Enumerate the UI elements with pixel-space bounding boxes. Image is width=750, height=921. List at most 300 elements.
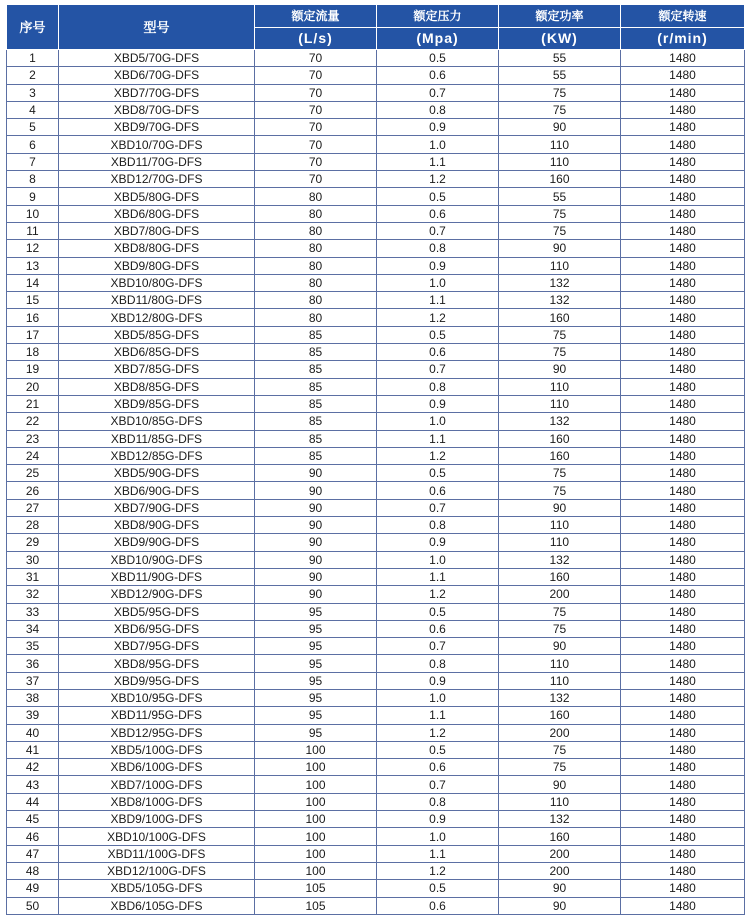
cell-flow: 70: [255, 50, 377, 67]
cell-model: XBD9/80G-DFS: [59, 257, 255, 274]
cell-power: 75: [499, 465, 621, 482]
table-row: [7, 689, 745, 706]
cell-seq: 28: [7, 517, 59, 534]
header-seq: 序号: [7, 5, 59, 50]
cell-power: 132: [499, 551, 621, 568]
cell-speed: 1480: [621, 67, 745, 84]
cell-model: XBD12/85G-DFS: [59, 447, 255, 464]
cell-model: XBD8/70G-DFS: [59, 101, 255, 118]
cell-flow: 90: [255, 465, 377, 482]
table-row: [7, 586, 745, 603]
header-row-names: [7, 5, 745, 28]
cell-pressure: 0.5: [377, 326, 499, 343]
cell-power: 90: [499, 119, 621, 136]
table-row: [7, 880, 745, 897]
cell-flow: 95: [255, 707, 377, 724]
cell-pressure: 0.6: [377, 482, 499, 499]
cell-flow: 95: [255, 724, 377, 741]
cell-model: XBD6/80G-DFS: [59, 205, 255, 222]
cell-seq: 11: [7, 222, 59, 239]
cell-power: 90: [499, 240, 621, 257]
cell-seq: 25: [7, 465, 59, 482]
cell-power: 200: [499, 845, 621, 862]
cell-seq: 41: [7, 741, 59, 758]
cell-flow: 95: [255, 620, 377, 637]
cell-model: XBD9/100G-DFS: [59, 811, 255, 828]
cell-flow: 85: [255, 430, 377, 447]
cell-flow: 80: [255, 188, 377, 205]
cell-power: 160: [499, 568, 621, 585]
cell-flow: 80: [255, 292, 377, 309]
cell-seq: 12: [7, 240, 59, 257]
cell-speed: 1480: [621, 119, 745, 136]
cell-model: XBD9/85G-DFS: [59, 395, 255, 412]
table-row: [7, 845, 745, 862]
cell-speed: 1480: [621, 880, 745, 897]
cell-seq: 4: [7, 101, 59, 118]
header-model: 型号: [59, 5, 255, 50]
cell-power: 75: [499, 222, 621, 239]
cell-flow: 70: [255, 153, 377, 170]
cell-power: 90: [499, 638, 621, 655]
table-row: [7, 240, 745, 257]
cell-power: 110: [499, 655, 621, 672]
cell-pressure: 0.8: [377, 793, 499, 810]
cell-model: XBD10/80G-DFS: [59, 274, 255, 291]
cell-seq: 47: [7, 845, 59, 862]
table-row: [7, 430, 745, 447]
cell-power: 90: [499, 897, 621, 914]
header-speed: 额定转速: [621, 5, 745, 28]
cell-speed: 1480: [621, 603, 745, 620]
cell-seq: 15: [7, 292, 59, 309]
cell-flow: 85: [255, 326, 377, 343]
cell-seq: 45: [7, 811, 59, 828]
cell-flow: 70: [255, 136, 377, 153]
cell-flow: 80: [255, 274, 377, 291]
cell-speed: 1480: [621, 828, 745, 845]
table-row: [7, 517, 745, 534]
cell-seq: 2: [7, 67, 59, 84]
cell-power: 132: [499, 292, 621, 309]
cell-model: XBD6/105G-DFS: [59, 897, 255, 914]
cell-speed: 1480: [621, 101, 745, 118]
cell-model: XBD9/95G-DFS: [59, 672, 255, 689]
cell-seq: 23: [7, 430, 59, 447]
header-power-unit: (KW): [499, 27, 621, 50]
cell-pressure: 0.5: [377, 188, 499, 205]
cell-model: XBD8/95G-DFS: [59, 655, 255, 672]
cell-pressure: 1.0: [377, 274, 499, 291]
cell-power: 75: [499, 344, 621, 361]
cell-seq: 16: [7, 309, 59, 326]
table-row: [7, 862, 745, 879]
cell-speed: 1480: [621, 240, 745, 257]
table-row: [7, 67, 745, 84]
cell-flow: 80: [255, 222, 377, 239]
cell-flow: 100: [255, 741, 377, 758]
cell-model: XBD12/70G-DFS: [59, 171, 255, 188]
cell-seq: 49: [7, 880, 59, 897]
cell-flow: 100: [255, 862, 377, 879]
table-row: [7, 655, 745, 672]
cell-flow: 95: [255, 689, 377, 706]
cell-power: 90: [499, 499, 621, 516]
cell-seq: 32: [7, 586, 59, 603]
cell-power: 200: [499, 862, 621, 879]
cell-seq: 14: [7, 274, 59, 291]
cell-power: 132: [499, 689, 621, 706]
cell-speed: 1480: [621, 568, 745, 585]
cell-seq: 50: [7, 897, 59, 914]
cell-speed: 1480: [621, 413, 745, 430]
cell-flow: 90: [255, 482, 377, 499]
cell-model: XBD11/70G-DFS: [59, 153, 255, 170]
cell-pressure: 1.0: [377, 551, 499, 568]
table-row: [7, 447, 745, 464]
cell-flow: 80: [255, 205, 377, 222]
cell-pressure: 0.5: [377, 465, 499, 482]
cell-flow: 90: [255, 534, 377, 551]
header-power: 额定功率: [499, 5, 621, 28]
cell-flow: 70: [255, 119, 377, 136]
cell-speed: 1480: [621, 188, 745, 205]
cell-flow: 100: [255, 845, 377, 862]
cell-speed: 1480: [621, 84, 745, 101]
table-row: [7, 759, 745, 776]
header-flow-unit: (L/s): [255, 27, 377, 50]
cell-flow: 85: [255, 378, 377, 395]
table-row: [7, 551, 745, 568]
cell-power: 75: [499, 482, 621, 499]
table-row: [7, 638, 745, 655]
cell-pressure: 1.0: [377, 413, 499, 430]
cell-seq: 18: [7, 344, 59, 361]
cell-flow: 105: [255, 880, 377, 897]
cell-power: 110: [499, 793, 621, 810]
cell-seq: 33: [7, 603, 59, 620]
cell-speed: 1480: [621, 759, 745, 776]
cell-power: 110: [499, 136, 621, 153]
cell-pressure: 0.6: [377, 897, 499, 914]
cell-speed: 1480: [621, 482, 745, 499]
cell-speed: 1480: [621, 222, 745, 239]
cell-seq: 38: [7, 689, 59, 706]
cell-pressure: 1.0: [377, 828, 499, 845]
pump-spec-table: [6, 4, 745, 915]
cell-flow: 70: [255, 67, 377, 84]
table-row: [7, 222, 745, 239]
cell-flow: 70: [255, 101, 377, 118]
cell-model: XBD9/90G-DFS: [59, 534, 255, 551]
cell-power: 132: [499, 413, 621, 430]
cell-speed: 1480: [621, 707, 745, 724]
cell-pressure: 0.5: [377, 741, 499, 758]
cell-model: XBD11/85G-DFS: [59, 430, 255, 447]
cell-seq: 30: [7, 551, 59, 568]
cell-seq: 26: [7, 482, 59, 499]
table-row: [7, 395, 745, 412]
cell-model: XBD9/70G-DFS: [59, 119, 255, 136]
table-row: [7, 672, 745, 689]
cell-seq: 43: [7, 776, 59, 793]
cell-seq: 13: [7, 257, 59, 274]
spec-sheet: [6, 4, 744, 915]
cell-pressure: 1.1: [377, 430, 499, 447]
cell-speed: 1480: [621, 689, 745, 706]
cell-speed: 1480: [621, 153, 745, 170]
cell-model: XBD10/85G-DFS: [59, 413, 255, 430]
cell-pressure: 0.8: [377, 378, 499, 395]
cell-speed: 1480: [621, 724, 745, 741]
cell-pressure: 1.0: [377, 689, 499, 706]
cell-flow: 85: [255, 447, 377, 464]
cell-pressure: 1.2: [377, 309, 499, 326]
table-row: [7, 153, 745, 170]
cell-pressure: 0.9: [377, 257, 499, 274]
cell-seq: 9: [7, 188, 59, 205]
table-row: [7, 84, 745, 101]
cell-speed: 1480: [621, 862, 745, 879]
cell-power: 90: [499, 776, 621, 793]
cell-power: 90: [499, 361, 621, 378]
header-pressure: 额定压力: [377, 5, 499, 28]
cell-model: XBD6/70G-DFS: [59, 67, 255, 84]
cell-speed: 1480: [621, 344, 745, 361]
cell-model: XBD5/105G-DFS: [59, 880, 255, 897]
cell-flow: 80: [255, 257, 377, 274]
cell-power: 90: [499, 880, 621, 897]
cell-flow: 105: [255, 897, 377, 914]
cell-flow: 100: [255, 793, 377, 810]
cell-model: XBD11/80G-DFS: [59, 292, 255, 309]
cell-power: 55: [499, 188, 621, 205]
table-header: [7, 5, 745, 50]
cell-model: XBD6/85G-DFS: [59, 344, 255, 361]
cell-model: XBD10/90G-DFS: [59, 551, 255, 568]
cell-speed: 1480: [621, 361, 745, 378]
cell-model: XBD6/95G-DFS: [59, 620, 255, 637]
cell-speed: 1480: [621, 430, 745, 447]
cell-speed: 1480: [621, 586, 745, 603]
cell-speed: 1480: [621, 534, 745, 551]
cell-power: 160: [499, 309, 621, 326]
cell-model: XBD11/90G-DFS: [59, 568, 255, 585]
cell-model: XBD10/70G-DFS: [59, 136, 255, 153]
cell-flow: 100: [255, 759, 377, 776]
table-row: [7, 482, 745, 499]
cell-power: 132: [499, 811, 621, 828]
cell-model: XBD12/80G-DFS: [59, 309, 255, 326]
table-row: [7, 793, 745, 810]
cell-seq: 34: [7, 620, 59, 637]
cell-pressure: 1.1: [377, 153, 499, 170]
cell-model: XBD8/85G-DFS: [59, 378, 255, 395]
cell-pressure: 0.5: [377, 50, 499, 67]
cell-model: XBD5/90G-DFS: [59, 465, 255, 482]
cell-model: XBD7/95G-DFS: [59, 638, 255, 655]
cell-seq: 48: [7, 862, 59, 879]
cell-speed: 1480: [621, 205, 745, 222]
cell-flow: 85: [255, 395, 377, 412]
cell-model: XBD7/90G-DFS: [59, 499, 255, 516]
table-row: [7, 119, 745, 136]
cell-seq: 20: [7, 378, 59, 395]
cell-model: XBD5/85G-DFS: [59, 326, 255, 343]
cell-model: XBD11/100G-DFS: [59, 845, 255, 862]
cell-power: 160: [499, 447, 621, 464]
table-row: [7, 534, 745, 551]
table-row: [7, 741, 745, 758]
cell-pressure: 0.5: [377, 880, 499, 897]
cell-speed: 1480: [621, 638, 745, 655]
cell-power: 160: [499, 430, 621, 447]
cell-pressure: 1.2: [377, 724, 499, 741]
table-row: [7, 361, 745, 378]
cell-seq: 27: [7, 499, 59, 516]
cell-power: 110: [499, 534, 621, 551]
cell-model: XBD5/100G-DFS: [59, 741, 255, 758]
table-row: [7, 603, 745, 620]
cell-power: 160: [499, 828, 621, 845]
cell-flow: 90: [255, 568, 377, 585]
table-row: [7, 724, 745, 741]
cell-seq: 3: [7, 84, 59, 101]
table-row: [7, 171, 745, 188]
cell-flow: 85: [255, 344, 377, 361]
cell-power: 75: [499, 84, 621, 101]
cell-speed: 1480: [621, 171, 745, 188]
table-row: [7, 776, 745, 793]
cell-pressure: 1.2: [377, 171, 499, 188]
cell-seq: 5: [7, 119, 59, 136]
cell-model: XBD5/70G-DFS: [59, 50, 255, 67]
cell-power: 110: [499, 672, 621, 689]
cell-flow: 95: [255, 603, 377, 620]
cell-model: XBD10/95G-DFS: [59, 689, 255, 706]
cell-power: 110: [499, 153, 621, 170]
header-speed-unit: (r/min): [621, 27, 745, 50]
cell-speed: 1480: [621, 776, 745, 793]
cell-seq: 40: [7, 724, 59, 741]
cell-speed: 1480: [621, 447, 745, 464]
cell-power: 75: [499, 741, 621, 758]
cell-speed: 1480: [621, 845, 745, 862]
cell-seq: 35: [7, 638, 59, 655]
cell-model: XBD7/80G-DFS: [59, 222, 255, 239]
table-row: [7, 465, 745, 482]
cell-flow: 95: [255, 638, 377, 655]
cell-pressure: 0.6: [377, 205, 499, 222]
cell-pressure: 1.2: [377, 586, 499, 603]
table-row: [7, 50, 745, 67]
cell-pressure: 0.6: [377, 67, 499, 84]
cell-pressure: 0.6: [377, 759, 499, 776]
cell-model: XBD11/95G-DFS: [59, 707, 255, 724]
cell-flow: 80: [255, 309, 377, 326]
cell-flow: 85: [255, 361, 377, 378]
cell-pressure: 0.9: [377, 395, 499, 412]
cell-flow: 70: [255, 171, 377, 188]
cell-pressure: 1.2: [377, 447, 499, 464]
cell-model: XBD8/90G-DFS: [59, 517, 255, 534]
cell-seq: 21: [7, 395, 59, 412]
table-row: [7, 344, 745, 361]
cell-speed: 1480: [621, 292, 745, 309]
cell-pressure: 0.6: [377, 620, 499, 637]
cell-seq: 7: [7, 153, 59, 170]
cell-pressure: 0.8: [377, 517, 499, 534]
cell-pressure: 0.9: [377, 119, 499, 136]
cell-pressure: 0.7: [377, 776, 499, 793]
cell-seq: 22: [7, 413, 59, 430]
cell-model: XBD12/100G-DFS: [59, 862, 255, 879]
table-row: [7, 499, 745, 516]
cell-pressure: 0.9: [377, 811, 499, 828]
cell-pressure: 0.7: [377, 499, 499, 516]
cell-speed: 1480: [621, 741, 745, 758]
cell-flow: 100: [255, 776, 377, 793]
cell-pressure: 0.7: [377, 361, 499, 378]
cell-power: 75: [499, 759, 621, 776]
header-pressure-unit: (Mpa): [377, 27, 499, 50]
cell-power: 110: [499, 257, 621, 274]
cell-seq: 46: [7, 828, 59, 845]
cell-speed: 1480: [621, 811, 745, 828]
cell-speed: 1480: [621, 551, 745, 568]
cell-power: 160: [499, 171, 621, 188]
cell-speed: 1480: [621, 136, 745, 153]
cell-seq: 31: [7, 568, 59, 585]
cell-power: 110: [499, 395, 621, 412]
cell-flow: 90: [255, 517, 377, 534]
cell-seq: 36: [7, 655, 59, 672]
cell-speed: 1480: [621, 897, 745, 914]
table-row: [7, 292, 745, 309]
cell-pressure: 0.8: [377, 240, 499, 257]
cell-power: 160: [499, 707, 621, 724]
cell-model: XBD5/95G-DFS: [59, 603, 255, 620]
table-row: [7, 101, 745, 118]
cell-seq: 8: [7, 171, 59, 188]
cell-speed: 1480: [621, 499, 745, 516]
cell-flow: 90: [255, 499, 377, 516]
cell-seq: 1: [7, 50, 59, 67]
cell-seq: 29: [7, 534, 59, 551]
table-row: [7, 828, 745, 845]
cell-seq: 39: [7, 707, 59, 724]
cell-seq: 44: [7, 793, 59, 810]
cell-pressure: 0.7: [377, 222, 499, 239]
table-row: [7, 568, 745, 585]
cell-pressure: 1.1: [377, 845, 499, 862]
cell-flow: 95: [255, 655, 377, 672]
table-row: [7, 274, 745, 291]
table-row: [7, 257, 745, 274]
cell-power: 55: [499, 50, 621, 67]
cell-model: XBD7/100G-DFS: [59, 776, 255, 793]
cell-pressure: 0.7: [377, 84, 499, 101]
cell-flow: 100: [255, 811, 377, 828]
cell-speed: 1480: [621, 672, 745, 689]
cell-power: 132: [499, 274, 621, 291]
table-row: [7, 413, 745, 430]
table-row: [7, 897, 745, 914]
cell-power: 75: [499, 326, 621, 343]
cell-speed: 1480: [621, 655, 745, 672]
table-body: [7, 50, 745, 915]
cell-speed: 1480: [621, 517, 745, 534]
